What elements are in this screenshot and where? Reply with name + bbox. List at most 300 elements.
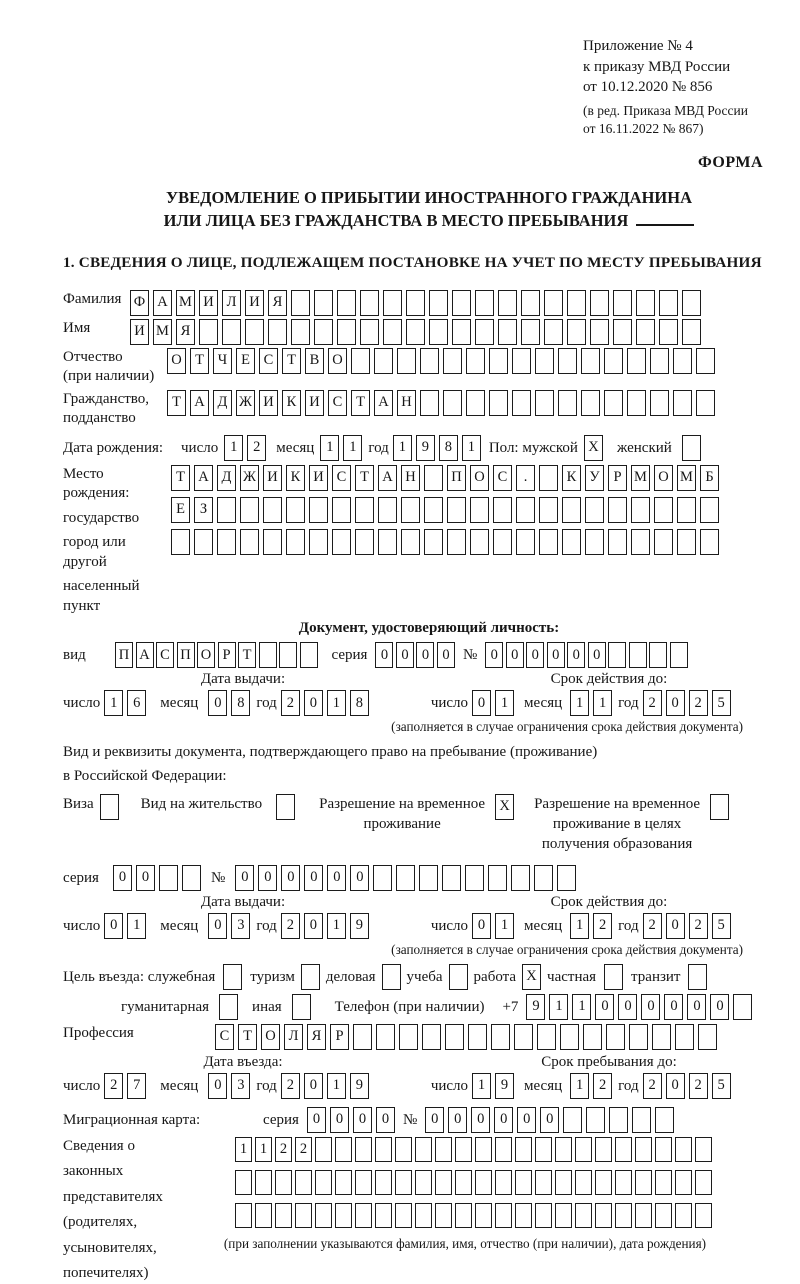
char-cell[interactable]	[695, 1170, 712, 1195]
purpose-private-checkbox[interactable]	[604, 964, 623, 990]
char-cell[interactable]	[558, 348, 577, 374]
permit-valid-month-cells[interactable]	[570, 913, 612, 939]
doc-series-cells[interactable]	[375, 642, 455, 668]
char-cell[interactable]: 0	[208, 690, 227, 716]
permit-issue-day-cells[interactable]	[104, 913, 146, 939]
char-cell[interactable]	[401, 497, 420, 523]
char-cell[interactable]: 8	[231, 690, 250, 716]
char-cell[interactable]: 1	[255, 1137, 272, 1162]
purpose-transit-checkbox[interactable]	[688, 964, 707, 990]
char-cell[interactable]: Т	[171, 465, 190, 491]
char-cell[interactable]: 0	[666, 1073, 685, 1099]
char-cell[interactable]: 0	[595, 994, 614, 1020]
char-cell[interactable]: 1	[224, 435, 243, 461]
char-cell[interactable]	[585, 497, 604, 523]
char-cell[interactable]	[171, 529, 190, 555]
char-cell[interactable]	[455, 1137, 472, 1162]
char-cell[interactable]: М	[153, 319, 172, 345]
char-cell[interactable]	[604, 390, 623, 416]
char-cell[interactable]	[650, 348, 669, 374]
char-cell[interactable]	[255, 1170, 272, 1195]
char-cell[interactable]	[355, 1203, 372, 1228]
char-cell[interactable]: 2	[281, 690, 300, 716]
char-cell[interactable]	[435, 1203, 452, 1228]
char-cell[interactable]: 0	[304, 865, 323, 891]
char-cell[interactable]	[375, 1137, 392, 1162]
char-cell[interactable]: 0	[664, 994, 683, 1020]
char-cell[interactable]: 0	[136, 865, 155, 891]
char-cell[interactable]	[415, 1137, 432, 1162]
char-cell[interactable]	[695, 1137, 712, 1162]
char-cell[interactable]	[406, 290, 425, 316]
char-cell[interactable]: 1	[127, 913, 146, 939]
char-cell[interactable]	[586, 1107, 605, 1133]
char-cell[interactable]	[567, 290, 586, 316]
char-cell[interactable]: И	[130, 319, 149, 345]
guardians-line1-cells[interactable]	[235, 1137, 755, 1162]
char-cell[interactable]: 0	[375, 642, 393, 668]
char-cell[interactable]	[604, 964, 623, 990]
char-cell[interactable]	[424, 465, 443, 491]
char-cell[interactable]	[374, 348, 393, 374]
char-cell[interactable]: С	[493, 465, 512, 491]
char-cell[interactable]: С	[259, 348, 278, 374]
char-cell[interactable]: 0	[472, 690, 491, 716]
char-cell[interactable]	[335, 1137, 352, 1162]
char-cell[interactable]	[376, 1024, 395, 1050]
char-cell[interactable]	[677, 529, 696, 555]
stay-year-cells[interactable]	[643, 1073, 731, 1099]
char-cell[interactable]	[314, 290, 333, 316]
char-cell[interactable]	[429, 319, 448, 345]
char-cell[interactable]	[608, 642, 626, 668]
char-cell[interactable]: О	[261, 1024, 280, 1050]
char-cell[interactable]	[535, 1203, 552, 1228]
permit-issue-year-cells[interactable]	[281, 913, 369, 939]
char-cell[interactable]	[332, 529, 351, 555]
char-cell[interactable]	[498, 319, 517, 345]
char-cell[interactable]: 1	[593, 690, 612, 716]
char-cell[interactable]	[223, 964, 242, 990]
char-cell[interactable]: 1	[570, 690, 589, 716]
char-cell[interactable]	[700, 529, 719, 555]
char-cell[interactable]: 0	[471, 1107, 490, 1133]
char-cell[interactable]: 0	[330, 1107, 349, 1133]
char-cell[interactable]	[424, 497, 443, 523]
char-cell[interactable]	[606, 1024, 625, 1050]
char-cell[interactable]	[516, 497, 535, 523]
char-cell[interactable]: М	[176, 290, 195, 316]
id-valid-month-cells[interactable]	[570, 690, 612, 716]
temp-residence-checkbox[interactable]	[495, 794, 514, 820]
char-cell[interactable]: 1	[495, 690, 514, 716]
char-cell[interactable]: 0	[641, 994, 660, 1020]
char-cell[interactable]	[465, 865, 484, 891]
char-cell[interactable]	[335, 1170, 352, 1195]
char-cell[interactable]	[335, 1203, 352, 1228]
char-cell[interactable]	[194, 529, 213, 555]
char-cell[interactable]: О	[470, 465, 489, 491]
char-cell[interactable]	[696, 348, 715, 374]
char-cell[interactable]	[475, 290, 494, 316]
char-cell[interactable]	[455, 1203, 472, 1228]
char-cell[interactable]	[655, 1203, 672, 1228]
char-cell[interactable]	[604, 348, 623, 374]
char-cell[interactable]	[470, 529, 489, 555]
char-cell[interactable]: Ч	[213, 348, 232, 374]
char-cell[interactable]	[700, 497, 719, 523]
char-cell[interactable]	[399, 1024, 418, 1050]
char-cell[interactable]	[649, 642, 667, 668]
char-cell[interactable]: Ж	[236, 390, 255, 416]
char-cell[interactable]: 8	[439, 435, 458, 461]
char-cell[interactable]	[360, 290, 379, 316]
char-cell[interactable]: Д	[213, 390, 232, 416]
char-cell[interactable]: Т	[351, 390, 370, 416]
char-cell[interactable]: 1	[327, 690, 346, 716]
stay-month-cells[interactable]	[570, 1073, 612, 1099]
purpose-other-checkbox[interactable]	[292, 994, 311, 1020]
char-cell[interactable]: 1	[570, 1073, 589, 1099]
char-cell[interactable]	[515, 1203, 532, 1228]
char-cell[interactable]: А	[378, 465, 397, 491]
char-cell[interactable]: .	[516, 465, 535, 491]
char-cell[interactable]: 0	[304, 690, 323, 716]
char-cell[interactable]: С	[156, 642, 174, 668]
char-cell[interactable]: О	[197, 642, 215, 668]
char-cell[interactable]	[466, 348, 485, 374]
birth-year-cells[interactable]	[393, 435, 481, 461]
char-cell[interactable]: Л	[284, 1024, 303, 1050]
char-cell[interactable]	[395, 1203, 412, 1228]
char-cell[interactable]	[675, 1137, 692, 1162]
char-cell[interactable]	[636, 290, 655, 316]
char-cell[interactable]: Я	[176, 319, 195, 345]
char-cell[interactable]: Н	[401, 465, 420, 491]
purpose-study-checkbox[interactable]	[449, 964, 468, 990]
char-cell[interactable]	[332, 497, 351, 523]
sex-female-checkbox[interactable]	[682, 435, 701, 461]
char-cell[interactable]	[635, 1170, 652, 1195]
char-cell[interactable]	[539, 465, 558, 491]
char-cell[interactable]	[309, 529, 328, 555]
char-cell[interactable]: А	[153, 290, 172, 316]
char-cell[interactable]: 0	[113, 865, 132, 891]
char-cell[interactable]	[443, 348, 462, 374]
char-cell[interactable]	[698, 1024, 717, 1050]
char-cell[interactable]	[562, 497, 581, 523]
char-cell[interactable]	[235, 1203, 252, 1228]
char-cell[interactable]	[495, 1203, 512, 1228]
char-cell[interactable]: О	[328, 348, 347, 374]
char-cell[interactable]	[544, 290, 563, 316]
char-cell[interactable]	[295, 1203, 312, 1228]
char-cell[interactable]: Т	[167, 390, 186, 416]
char-cell[interactable]: О	[654, 465, 673, 491]
char-cell[interactable]	[263, 529, 282, 555]
guardians-line3-cells[interactable]	[235, 1203, 755, 1228]
purpose-tourism-checkbox[interactable]	[301, 964, 320, 990]
char-cell[interactable]: Ф	[130, 290, 149, 316]
char-cell[interactable]: И	[199, 290, 218, 316]
surname-cells[interactable]	[130, 290, 701, 316]
char-cell[interactable]: 0	[687, 994, 706, 1020]
char-cell[interactable]: 1	[343, 435, 362, 461]
char-cell[interactable]: С	[332, 465, 351, 491]
char-cell[interactable]: Л	[222, 290, 241, 316]
char-cell[interactable]: Т	[238, 642, 256, 668]
char-cell[interactable]	[613, 319, 632, 345]
id-issue-day-cells[interactable]	[104, 690, 146, 716]
id-issue-month-cells[interactable]	[208, 690, 250, 716]
char-cell[interactable]: 9	[416, 435, 435, 461]
char-cell[interactable]	[515, 1170, 532, 1195]
char-cell[interactable]	[615, 1137, 632, 1162]
char-cell[interactable]	[397, 348, 416, 374]
char-cell[interactable]: 1	[327, 1073, 346, 1099]
char-cell[interactable]	[452, 319, 471, 345]
edu-residence-checkbox[interactable]	[710, 794, 729, 820]
char-cell[interactable]: И	[259, 390, 278, 416]
char-cell[interactable]: 2	[281, 913, 300, 939]
char-cell[interactable]	[443, 390, 462, 416]
char-cell[interactable]	[291, 319, 310, 345]
char-cell[interactable]: 1	[393, 435, 412, 461]
char-cell[interactable]	[495, 1170, 512, 1195]
char-cell[interactable]	[695, 1203, 712, 1228]
char-cell[interactable]: X	[584, 435, 603, 461]
permit-number-cells[interactable]	[235, 865, 576, 891]
char-cell[interactable]	[654, 529, 673, 555]
char-cell[interactable]: 0	[710, 994, 729, 1020]
char-cell[interactable]	[682, 435, 701, 461]
char-cell[interactable]	[475, 1203, 492, 1228]
char-cell[interactable]	[615, 1170, 632, 1195]
char-cell[interactable]	[581, 390, 600, 416]
char-cell[interactable]: 0	[506, 642, 524, 668]
char-cell[interactable]: 1	[572, 994, 591, 1020]
permit-valid-year-cells[interactable]	[643, 913, 731, 939]
char-cell[interactable]	[511, 865, 530, 891]
id-valid-day-cells[interactable]	[472, 690, 514, 716]
char-cell[interactable]	[560, 1024, 579, 1050]
char-cell[interactable]: 9	[495, 1073, 514, 1099]
char-cell[interactable]	[489, 390, 508, 416]
stay-day-cells[interactable]	[472, 1073, 514, 1099]
char-cell[interactable]: 0	[425, 1107, 444, 1133]
char-cell[interactable]	[673, 348, 692, 374]
char-cell[interactable]: М	[677, 465, 696, 491]
char-cell[interactable]: Р	[608, 465, 627, 491]
char-cell[interactable]	[383, 319, 402, 345]
char-cell[interactable]: К	[562, 465, 581, 491]
char-cell[interactable]	[275, 1170, 292, 1195]
char-cell[interactable]	[608, 497, 627, 523]
char-cell[interactable]: 2	[593, 1073, 612, 1099]
char-cell[interactable]	[609, 1107, 628, 1133]
char-cell[interactable]	[539, 497, 558, 523]
char-cell[interactable]: 0	[258, 865, 277, 891]
char-cell[interactable]: К	[282, 390, 301, 416]
char-cell[interactable]	[655, 1137, 672, 1162]
char-cell[interactable]	[632, 1107, 651, 1133]
char-cell[interactable]: 1	[320, 435, 339, 461]
char-cell[interactable]	[515, 1137, 532, 1162]
char-cell[interactable]	[315, 1137, 332, 1162]
char-cell[interactable]	[521, 319, 540, 345]
patronymic-cells[interactable]	[167, 348, 715, 374]
char-cell[interactable]	[222, 319, 241, 345]
char-cell[interactable]	[470, 497, 489, 523]
char-cell[interactable]: 0	[485, 642, 503, 668]
permit-valid-day-cells[interactable]	[472, 913, 514, 939]
char-cell[interactable]: 0	[376, 1107, 395, 1133]
char-cell[interactable]	[581, 348, 600, 374]
char-cell[interactable]	[382, 964, 401, 990]
char-cell[interactable]	[733, 994, 752, 1020]
char-cell[interactable]	[475, 1170, 492, 1195]
char-cell[interactable]	[419, 865, 438, 891]
char-cell[interactable]: 9	[350, 913, 369, 939]
char-cell[interactable]: 0	[327, 865, 346, 891]
char-cell[interactable]: 9	[350, 1073, 369, 1099]
char-cell[interactable]: 0	[666, 913, 685, 939]
char-cell[interactable]	[375, 1203, 392, 1228]
char-cell[interactable]	[675, 1170, 692, 1195]
char-cell[interactable]	[100, 794, 119, 820]
char-cell[interactable]: Т	[238, 1024, 257, 1050]
char-cell[interactable]	[424, 529, 443, 555]
char-cell[interactable]	[595, 1170, 612, 1195]
char-cell[interactable]	[353, 1024, 372, 1050]
residence-permit-checkbox[interactable]	[276, 794, 295, 820]
char-cell[interactable]	[449, 964, 468, 990]
char-cell[interactable]: 0	[448, 1107, 467, 1133]
char-cell[interactable]	[535, 1170, 552, 1195]
char-cell[interactable]	[491, 1024, 510, 1050]
char-cell[interactable]: Р	[330, 1024, 349, 1050]
char-cell[interactable]	[286, 497, 305, 523]
char-cell[interactable]	[613, 290, 632, 316]
char-cell[interactable]	[512, 348, 531, 374]
char-cell[interactable]	[351, 348, 370, 374]
char-cell[interactable]	[558, 390, 577, 416]
id-valid-year-cells[interactable]	[643, 690, 731, 716]
char-cell[interactable]	[337, 319, 356, 345]
char-cell[interactable]	[631, 497, 650, 523]
char-cell[interactable]	[378, 497, 397, 523]
char-cell[interactable]: 5	[712, 690, 731, 716]
char-cell[interactable]	[682, 319, 701, 345]
char-cell[interactable]	[455, 1170, 472, 1195]
char-cell[interactable]	[652, 1024, 671, 1050]
char-cell[interactable]: А	[194, 465, 213, 491]
char-cell[interactable]: З	[194, 497, 213, 523]
char-cell[interactable]: 1	[235, 1137, 252, 1162]
char-cell[interactable]: Я	[307, 1024, 326, 1050]
char-cell[interactable]: 2	[689, 1073, 708, 1099]
char-cell[interactable]	[627, 390, 646, 416]
purpose-business-checkbox[interactable]	[382, 964, 401, 990]
char-cell[interactable]: Я	[268, 290, 287, 316]
char-cell[interactable]	[275, 1203, 292, 1228]
char-cell[interactable]	[395, 1137, 412, 1162]
char-cell[interactable]	[217, 529, 236, 555]
char-cell[interactable]	[575, 1170, 592, 1195]
char-cell[interactable]: С	[328, 390, 347, 416]
char-cell[interactable]: 2	[281, 1073, 300, 1099]
migration-series-cells[interactable]	[307, 1107, 395, 1133]
char-cell[interactable]	[415, 1170, 432, 1195]
char-cell[interactable]: 2	[689, 690, 708, 716]
purpose-humanitarian-checkbox[interactable]	[219, 994, 238, 1020]
char-cell[interactable]	[534, 865, 553, 891]
char-cell[interactable]: 0	[526, 642, 544, 668]
char-cell[interactable]	[355, 497, 374, 523]
char-cell[interactable]	[575, 1203, 592, 1228]
char-cell[interactable]	[468, 1024, 487, 1050]
char-cell[interactable]: 2	[247, 435, 266, 461]
char-cell[interactable]	[498, 290, 517, 316]
char-cell[interactable]	[688, 964, 707, 990]
char-cell[interactable]	[495, 1137, 512, 1162]
birth-day-cells[interactable]	[224, 435, 266, 461]
char-cell[interactable]: Н	[397, 390, 416, 416]
entry-month-cells[interactable]	[208, 1073, 250, 1099]
char-cell[interactable]: X	[522, 964, 541, 990]
char-cell[interactable]	[378, 529, 397, 555]
char-cell[interactable]: 0	[281, 865, 300, 891]
char-cell[interactable]: 8	[350, 690, 369, 716]
char-cell[interactable]	[677, 497, 696, 523]
char-cell[interactable]: 1	[495, 913, 514, 939]
char-cell[interactable]	[696, 390, 715, 416]
char-cell[interactable]: Е	[236, 348, 255, 374]
char-cell[interactable]	[301, 964, 320, 990]
char-cell[interactable]	[291, 290, 310, 316]
char-cell[interactable]	[383, 290, 402, 316]
sex-male-checkbox[interactable]	[584, 435, 603, 461]
char-cell[interactable]: 5	[712, 1073, 731, 1099]
birthplace-line3-cells[interactable]	[171, 529, 719, 555]
char-cell[interactable]	[489, 348, 508, 374]
char-cell[interactable]: 7	[127, 1073, 146, 1099]
char-cell[interactable]	[300, 642, 318, 668]
char-cell[interactable]	[516, 529, 535, 555]
char-cell[interactable]	[585, 529, 604, 555]
char-cell[interactable]: 1	[462, 435, 481, 461]
char-cell[interactable]: П	[177, 642, 195, 668]
char-cell[interactable]: 0	[304, 913, 323, 939]
char-cell[interactable]: 0	[618, 994, 637, 1020]
char-cell[interactable]	[355, 1137, 372, 1162]
char-cell[interactable]	[268, 319, 287, 345]
char-cell[interactable]: 0	[396, 642, 414, 668]
permit-issue-month-cells[interactable]	[208, 913, 250, 939]
char-cell[interactable]	[447, 529, 466, 555]
char-cell[interactable]: П	[447, 465, 466, 491]
char-cell[interactable]	[259, 642, 277, 668]
char-cell[interactable]: У	[585, 465, 604, 491]
char-cell[interactable]	[670, 642, 688, 668]
char-cell[interactable]	[442, 865, 461, 891]
char-cell[interactable]: М	[631, 465, 650, 491]
char-cell[interactable]: 0	[304, 1073, 323, 1099]
char-cell[interactable]: 0	[588, 642, 606, 668]
char-cell[interactable]	[447, 497, 466, 523]
char-cell[interactable]: 0	[517, 1107, 536, 1133]
char-cell[interactable]	[563, 1107, 582, 1133]
